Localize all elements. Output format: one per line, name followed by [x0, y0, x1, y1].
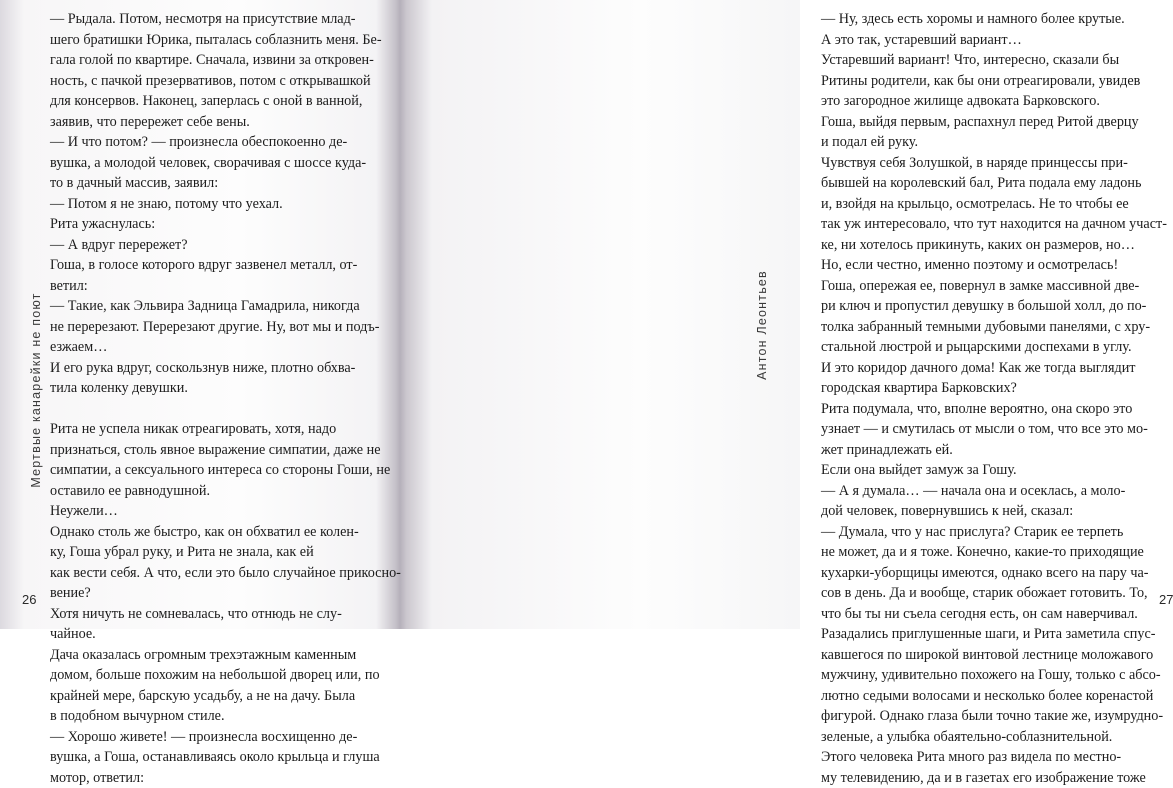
text-line: шего братишки Юрика, пыталась соблазнить меня. Бе- [50, 30, 380, 51]
text-line: узнает — и смутилась от мысли о том, что все это мо- [821, 419, 1151, 440]
text-line: Гоша, выйдя первым, распахнул перед Ритой дверцу [821, 112, 1151, 133]
text-line: И это коридор дачного дома! Как же тогда выглядит [821, 358, 1151, 379]
right-page-text [821, 9, 1151, 788]
text-line: Если она выйдет замуж за Гошу. [821, 460, 1151, 481]
text-line: Но, если честно, именно поэтому и осмотрелась! [821, 255, 1151, 276]
text-line: Рита ужаснулась: [50, 214, 380, 235]
left-page-number: 26 [22, 592, 36, 607]
text-line: это загородное жилище адвоката Барковского. [821, 91, 1151, 112]
text-line: для консервов. Наконец, заперлась с оной в ванной, [50, 91, 380, 112]
text-line: — И что потом? — произнесла обеспокоенно де- [50, 132, 380, 153]
text-line: — Такие, как Эльвира Задница Гамадрила, никогда [50, 296, 380, 317]
text-line: Устаревший вариант! Что, интересно, сказали бы [821, 50, 1151, 71]
left-running-title: Мертвые канарейки не поют [29, 292, 43, 487]
text-line: мотор, ответил: [50, 768, 380, 788]
text-line: кухарки-уборщицы имеются, однако всего на пару ча- [821, 563, 1151, 584]
text-line: ри ключ и пропустил девушку в большой холл, до по- [821, 296, 1151, 317]
text-line: Рита подумала, что, вполне вероятно, она скоро это [821, 399, 1151, 420]
text-line: — Хорошо живете! — произнесла восхищенно де- [50, 727, 380, 748]
text-line: чайное. [50, 624, 380, 645]
text-line: Неужели… [50, 501, 380, 522]
text-line: вушка, а молодой человек, сворачивая с шоссе куда- [50, 153, 380, 174]
text-line: дой человек, повернувшись к ней, сказал: [821, 501, 1151, 522]
text-line: крайней мере, барскую усадьбу, а не на дачу. Была [50, 686, 380, 707]
text-line: А это так, устаревший вариант… [821, 30, 1151, 51]
text-line: — Думала, что у нас прислуга? Старик ее терпеть [821, 522, 1151, 543]
text-line: так уж интересовало, что тут находится на дачном участ- [821, 214, 1151, 235]
text-line: Рита не успела никак отреагировать, хотя, надо [50, 419, 380, 440]
text-line: толка забранный темными дубовыми панелями, с хру- [821, 317, 1151, 338]
left-page-text [50, 9, 380, 788]
text-line: Чувствуя себя Золушкой, в наряде принцессы при- [821, 153, 1151, 174]
text-line: гала голой по квартире. Сначала, извини за откровен- [50, 50, 380, 71]
text-line: — Ну, здесь есть хоромы и намного более крутые. [821, 9, 1151, 30]
text-line: — А вдруг перережет? [50, 235, 380, 256]
text-line: сов в день. Да и вообще, старик обожает готовить. То, [821, 583, 1151, 604]
text-line: жет принадлежать ей. [821, 440, 1151, 461]
text-line: ку, Гоша убрал руку, и Рита не знала, как ей [50, 542, 380, 563]
text-line: вение? [50, 583, 380, 604]
text-line: стальной люстрой и рыцарскими доспехами в углу. [821, 337, 1151, 358]
text-line: кавшегося по широкой винтовой лестнице моложавого [821, 645, 1151, 666]
text-line: Ритины родители, как бы они отреагировали, увидев [821, 71, 1151, 92]
text-line: мужчину, удивительно похожего на Гошу, только с абсо- [821, 665, 1151, 686]
text-line: му телевидению, да и в газетах его изображение тоже [821, 768, 1151, 788]
text-line: в подобном вычурном стиле. [50, 706, 380, 727]
right-page [400, 0, 800, 629]
text-line: что бы ты ни съела сегодня есть, он сам наверчивал. [821, 604, 1151, 625]
text-line: вушка, а Гоша, останавливаясь около крыльца и глуша [50, 747, 380, 768]
text-line: Этого человека Рита много раз видела по местно- [821, 747, 1151, 768]
text-line: Дача оказалась огромным трехэтажным каменным [50, 645, 380, 666]
text-line: фигурой. Однако глаза были точно такие же, изумрудно- [821, 706, 1151, 727]
text-line: Гоша, в голосе которого вдруг зазвенел металл, от- [50, 255, 380, 276]
text-line: зеленые, а улыбка обаятельно-соблазнительной. [821, 727, 1151, 748]
text-line: езжаем… [50, 337, 380, 358]
text-line: — А я думала… — начала она и осеклась, а моло- [821, 481, 1151, 502]
text-line: симпатии, а сексуального интереса со стороны Гоши, не [50, 460, 380, 481]
text-line: лютно седыми волосами и несколько более коренастой [821, 686, 1151, 707]
text-line: заявив, что перережет себе вены. [50, 112, 380, 133]
text-line: и подал ей руку. [821, 132, 1151, 153]
right-page-number: 27 [1159, 592, 1173, 607]
text-line: Разадались приглушенные шаги, и Рита заметила спус- [821, 624, 1151, 645]
text-line: бывшей на королевский бал, Рита подала ему ладонь [821, 173, 1151, 194]
left-page [0, 0, 400, 629]
text-line: Гоша, опережая ее, повернул в замке массивной две- [821, 276, 1151, 297]
text-line: — Потом я не знаю, потому что уехал. [50, 194, 380, 215]
text-line: признаться, столь явное выражение симпатии, даже не [50, 440, 380, 461]
text-line: тила коленку девушки. [50, 378, 380, 399]
text-line: оставило ее равнодушной. [50, 481, 380, 502]
text-line: ке, ни хотелось прикинуть, каких он размеров, но… [821, 235, 1151, 256]
text-line: — Рыдала. Потом, несмотря на присутствие млад- [50, 9, 380, 30]
text-line: Однако столь же быстро, как он обхватил ее колен- [50, 522, 380, 543]
text-line: как вести себя. А что, если это было случайное прикосно- [50, 563, 380, 584]
text-line: ветил: [50, 276, 380, 297]
text-line: домом, больше похожим на небольшой дворец или, по [50, 665, 380, 686]
text-line: не перерезают. Перерезают другие. Ну, вот мы и подъ- [50, 317, 380, 338]
text-line [50, 399, 380, 420]
text-line: И его рука вдруг, соскользнув ниже, плотно обхва- [50, 358, 380, 379]
text-line: городская квартира Барковских? [821, 378, 1151, 399]
text-line: Хотя ничуть не сомневалась, что отнюдь не слу- [50, 604, 380, 625]
text-line: то в дачный массив, заявил: [50, 173, 380, 194]
right-running-title: Антон Леонтьев [755, 270, 769, 380]
text-line: не может, да и я тоже. Конечно, какие-то приходящие [821, 542, 1151, 563]
text-line: и, взойдя на крыльцо, осмотрелась. Не то чтобы ее [821, 194, 1151, 215]
text-line: ность, с пачкой презервативов, потом с открывашкой [50, 71, 380, 92]
